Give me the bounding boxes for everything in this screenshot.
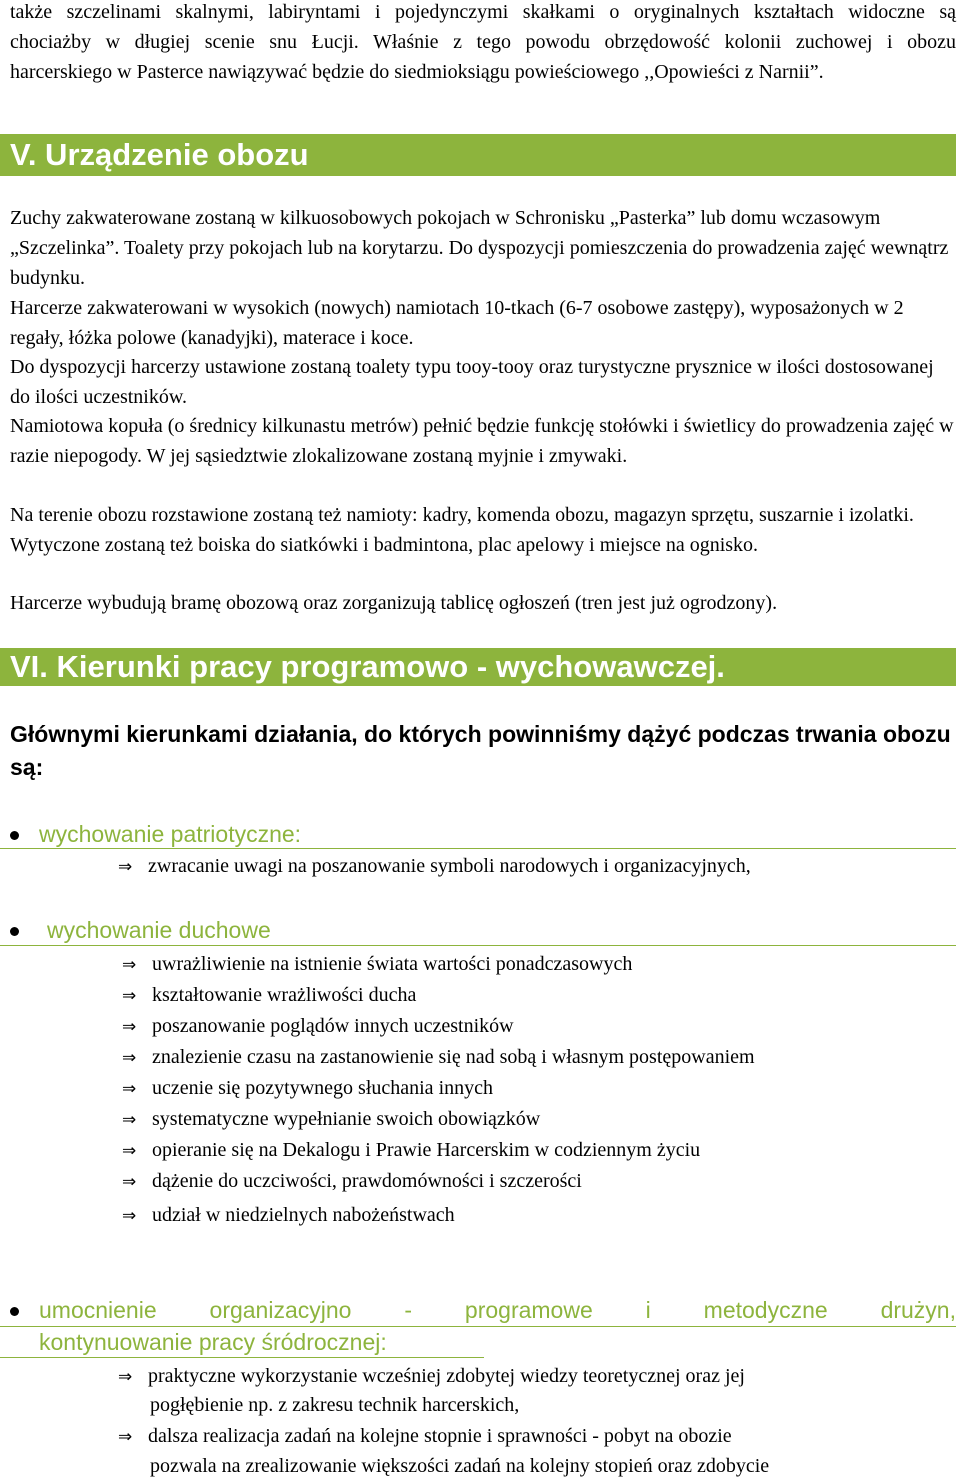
- paragraph-gate: Harcerze wybudują bramę obozową oraz zorganizują tablicę ogłoszeń (tren jest już ogrodzony).: [10, 592, 778, 614]
- implies-arrow-icon: ⇒: [118, 1367, 133, 1387]
- bullet-label-patriotic: wychowanie patriotyczne:: [39, 821, 302, 847]
- implies-arrow-icon: ⇒: [122, 1048, 137, 1068]
- paragraph-accommodation-cubs: Zuchy zakwaterowane zostaną w kilkuosobowych pokojach w Schronisku „Pasterka” lub domu wczasowym „Szczelinka”. Toalety przy pokojach lub na korytarzu. Do dyspozycji pomieszczenia do prowadzenia zajęć wewnątrz budynku.: [10, 207, 949, 289]
- sub-item-practical-knowledge: ⇒ praktyczne wykorzystanie wcześniej zdobytej wiedzy teoretycznej oraz jej: [118, 1361, 745, 1392]
- paragraph-dome-tent: Namiotowa kopuła (o średnicy kilkunastu metrów) pełnić będzie funkcję stołówki i świetlicy do prowadzenia zajęć w razie niepogody. W jej sąsiedztwie zlokalizowane zostaną myjnie i zmywaki.: [10, 415, 954, 467]
- sub-item-symbols: ⇒ zwracanie uwagi na poszanowanie symboli narodowych i organizacyjnych,: [118, 851, 751, 882]
- bullet-icon: [10, 831, 19, 840]
- sub-item-listening: ⇒ uczenie się pozytywnego słuchania innych: [122, 1073, 493, 1104]
- sub-item-honesty: ⇒ dążenie do uczciwości, prawdomówności i szczerości: [122, 1166, 582, 1197]
- underline-patriotic: [0, 848, 956, 849]
- implies-arrow-icon: ⇒: [118, 857, 133, 877]
- sub-item-mass: ⇒ udział w niedzielnych nabożeństwach: [122, 1200, 455, 1231]
- paragraph-camp-tents: Na terenie obozu rozstawione zostaną też namioty: kadry, komenda obozu, magazyn sprzętu, suszarnie i izolatki. Wytyczone zostaną też boiska do siatkówki i badmintona, plac apelowy i miejsce na ognisko.: [10, 504, 914, 556]
- implies-arrow-icon: ⇒: [122, 1017, 137, 1037]
- bullet-icon: [10, 1307, 19, 1316]
- implies-arrow-icon: ⇒: [122, 1079, 137, 1099]
- section-5-title: V. Urządzenie obozu: [10, 137, 309, 172]
- sub-item-duties: ⇒ systematyczne wypełnianie swoich obowiązków: [122, 1104, 540, 1135]
- intro-line-3: harcerskiego w Pasterce nawiązywać będzie do siedmioksiągu powieściowego ,,Opowieści z Narnii”.: [10, 61, 824, 83]
- bullet-label-organizational-line-1: umocnienie organizacyjno - programowe i metodyczne drużyn,: [39, 1297, 956, 1323]
- sub-item-further-tasks: ⇒ dalsza realizacja zadań na kolejne stopnie i sprawności - pobyt na obozie: [118, 1421, 732, 1452]
- bullet-icon: [10, 927, 19, 936]
- implies-arrow-icon: ⇒: [118, 1427, 133, 1447]
- section-5-header: [0, 134, 956, 176]
- sub-item-practical-knowledge-cont: pogłębienie np. z zakresu technik harcerskich,: [150, 1394, 520, 1416]
- sub-item-decalogue: ⇒ opieranie się na Dekalogu i Prawie Harcerskim w codziennym życiu: [122, 1135, 700, 1166]
- bullet-spiritual: [0, 914, 956, 946]
- intro-line-1: także szczelinami skalnymi, labiryntami i pojedynczymi skałkami o oryginalnych kształtach widoczne są: [10, 1, 956, 23]
- implies-arrow-icon: ⇒: [122, 1110, 137, 1130]
- implies-arrow-icon: ⇒: [122, 955, 137, 975]
- implies-arrow-icon: ⇒: [122, 1206, 137, 1226]
- intro-line-2: chociażby w długiej scenie snu Łucji. Właśnie z tego powodu obrzędowość kolonii zuchowej i obozu: [10, 31, 956, 53]
- paragraph-accommodation-scouts: Harcerze zakwaterowani w wysokich (nowych) namiotach 10-tkach (6-7 osobowe zastępy), wyposażonych w 2 regały, łóżka polowe (kanadyjki), materace i koce.: [10, 297, 904, 349]
- bullet-label-spiritual: wychowanie duchowe: [47, 917, 271, 943]
- implies-arrow-icon: ⇒: [122, 986, 137, 1006]
- underline-organizational-1: [0, 1326, 956, 1327]
- sub-item-sensitivity: ⇒ uwrażliwienie na istnienie świata wartości ponadczasowych: [122, 949, 632, 980]
- paragraph-toilets: Do dyspozycji harcerzy ustawione zostaną toalety typu tooy-tooy oraz turystyczne prysznice w ilości dostosowanej do ilości uczestników.: [10, 356, 934, 408]
- underline-spiritual: [0, 945, 956, 946]
- section-6-lead: Głównymi kierunkami działania, do których powinniśmy dążyć podczas trwania obozu są:: [10, 721, 951, 780]
- bullet-label-organizational-line-2: kontynuowanie pracy śródrocznej:: [39, 1329, 387, 1355]
- section-6-title: VI. Kierunki pracy programowo - wychowawczej.: [10, 649, 725, 684]
- sub-item-respect: ⇒ poszanowanie poglądów innych uczestników: [122, 1011, 514, 1042]
- underline-organizational-2: [0, 1357, 484, 1358]
- bullet-patriotic: [0, 818, 956, 850]
- implies-arrow-icon: ⇒: [122, 1172, 137, 1192]
- implies-arrow-icon: ⇒: [122, 1141, 137, 1161]
- section-6-header: [0, 648, 956, 686]
- sub-item-further-tasks-cont: pozwala na zrealizowanie większości zadań na kolejny stopień oraz zdobycie: [150, 1455, 770, 1477]
- sub-item-reflection: ⇒ znalezienie czasu na zastanowienie się nad sobą i własnym postępowaniem: [122, 1042, 755, 1073]
- bullet-organizational: [0, 1294, 956, 1360]
- sub-item-spirit: ⇒ kształtowanie wrażliwości ducha: [122, 980, 416, 1011]
